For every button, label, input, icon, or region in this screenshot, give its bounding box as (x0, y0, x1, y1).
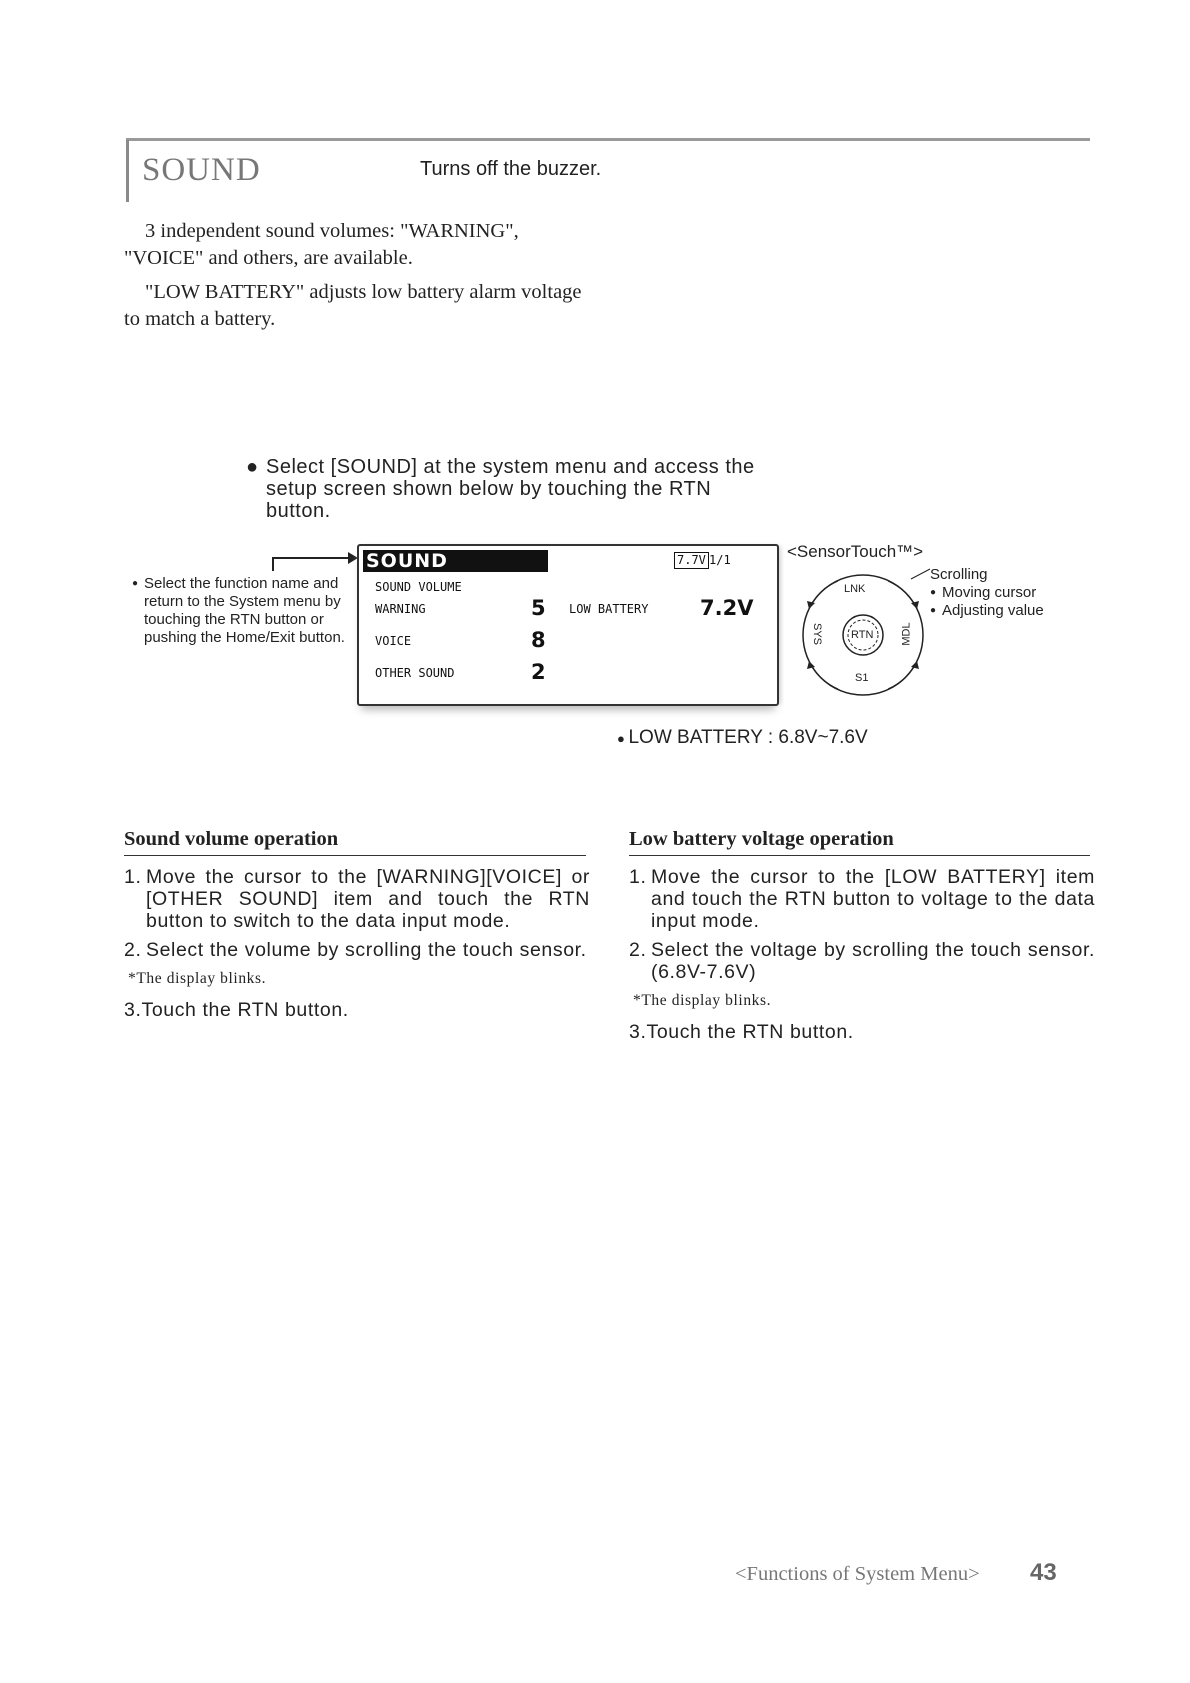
step-text: Select the voltage by scrolling the touch sensor. (6.8V-7.6V) (651, 939, 1095, 983)
list-item (629, 939, 1095, 983)
lnk-button[interactable]: LNK (844, 583, 866, 595)
page-indicator: 1/1 (709, 553, 731, 567)
step-text: Move the cursor to the [WARNING][VOICE] or [OTHER SOUND] item and touch the RTN button to switch to the data input mode. (146, 866, 590, 932)
sound-volume-heading: Sound volume operation (124, 828, 586, 856)
s1-button[interactable]: S1 (855, 672, 869, 684)
low-battery-steps (629, 866, 1095, 1043)
bullet-icon: ● (617, 731, 629, 746)
step-text: Move the cursor to the [LOW BATTERY] item and touch the RTN button to voltage to the data input mode. (651, 866, 1095, 932)
footer-section: <Functions of System Menu> (735, 1563, 980, 1585)
sensortouch-label: <SensorTouch™> (787, 542, 924, 561)
header-rule (126, 138, 1090, 141)
adjusting-value-note: Adjusting value (942, 602, 1044, 619)
list-item (124, 939, 590, 961)
other-sound-label[interactable]: OTHER SOUND (375, 666, 455, 680)
low-battery-label[interactable]: LOW BATTERY (569, 602, 649, 616)
step-number: 2. (124, 939, 142, 961)
low-battery-range-note (617, 727, 868, 749)
instruction-text: Select [SOUND] at the system menu and access the setup screen shown below by touching the RTN button. (266, 456, 755, 522)
moving-cursor-note: Moving cursor (942, 584, 1037, 601)
intro-paragraph-1: 3 independent sound volumes: "WARNING", "VOICE" and others, are available. (124, 220, 519, 269)
page-number: 43 (1030, 1559, 1057, 1586)
sys-button[interactable]: SYS (811, 622, 824, 646)
battery-indicator: 7.7V (674, 552, 709, 569)
intro-paragraph-2: "LOW BATTERY" adjusts low battery alarm voltage to match a battery. (124, 281, 582, 330)
warning-value[interactable]: 5 (531, 596, 546, 620)
voice-value[interactable]: 8 (531, 628, 546, 652)
low-battery-range-text: LOW BATTERY : 6.8V~7.6V (628, 727, 868, 748)
screen-title[interactable]: SOUND (363, 550, 548, 572)
rtn-button[interactable]: RTN (851, 629, 874, 641)
warning-label[interactable]: WARNING (375, 602, 426, 616)
connector-line (272, 557, 352, 559)
low-battery-value[interactable]: 7.2V (700, 596, 754, 620)
list-item (124, 866, 590, 932)
scrolling-note: Scrolling (930, 566, 988, 583)
side-note-text: Select the function name and return to the System menu by touching the RTN button or pushing the Home/Exit button. (144, 575, 345, 646)
bullet-icon: ● (930, 587, 937, 598)
low-battery-heading: Low battery voltage operation (629, 828, 1090, 856)
page-title: SOUND (142, 152, 261, 188)
section-label: SOUND VOLUME (375, 580, 462, 594)
lcd-screen (357, 544, 779, 706)
bullet-icon: ● (930, 605, 937, 616)
step-3: 3.Touch the RTN button. (124, 999, 349, 1021)
blink-note: *The display blinks. (633, 992, 772, 1009)
other-sound-value[interactable]: 2 (531, 660, 546, 684)
bullet-icon: ● (246, 456, 259, 478)
bullet-icon: ● (132, 578, 139, 589)
side-note (132, 575, 346, 647)
mdl-button[interactable]: MDL (900, 622, 913, 646)
header-side-bar (126, 140, 129, 202)
connector-line-vertical (272, 557, 274, 571)
voice-label[interactable]: VOICE (375, 634, 412, 648)
step-text: Select the volume by scrolling the touch sensor. (146, 939, 587, 961)
sensortouch-notes (930, 566, 1044, 620)
blink-note: *The display blinks. (128, 970, 267, 987)
step-number: 1. (629, 866, 647, 888)
step-3: 3.Touch the RTN button. (629, 1021, 854, 1043)
instruction (246, 456, 764, 522)
page-subtitle: Turns off the buzzer. (420, 158, 602, 180)
step-number: 1. (124, 866, 142, 888)
step-number: 2. (629, 939, 647, 961)
sound-volume-steps (124, 866, 590, 1021)
list-item (629, 866, 1095, 932)
